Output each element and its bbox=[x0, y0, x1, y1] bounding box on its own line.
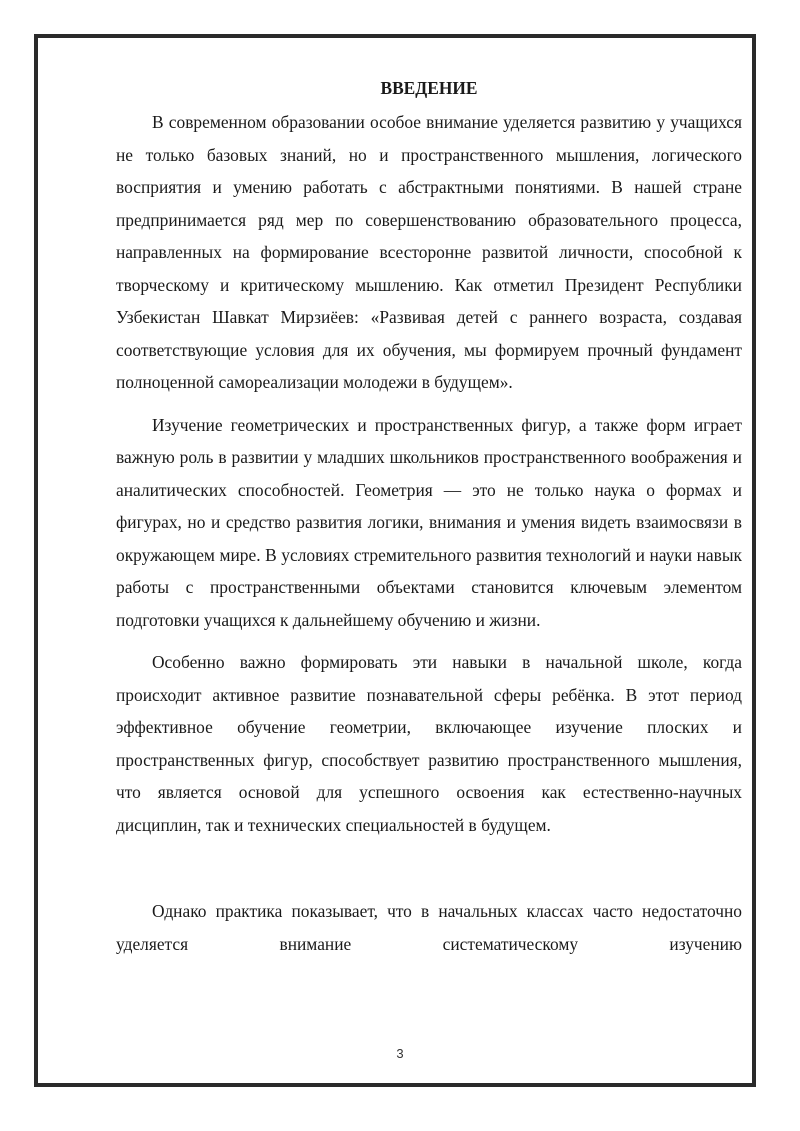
paragraph-1: В современном образовании особое внимание уделяется развитию у учащихся не только базовых знаний, но и пространственного мышления, логического восприятия и умению работать с абстрактными понятиями. В нашей стране предпринимается ряд мер по совершенствованию образовательного процесса, направленных на формирование всесторонне развитой личности, способной к творческому и критическому мышлению. Как отметил Президент Республики Узбекистан Шавкат Мирзиёев: «Развивая детей с раннего возраста, создавая соответствующие условия для их обучения, мы формируем прочный фундамент полноценной самореализации молодежи в будущем». bbox=[116, 112, 742, 392]
paragraph-3: Особенно важно формировать эти навыки в начальной школе, когда происходит активное развитие познавательной сферы ребёнка. В этот период эффективное обучение геометрии, включающее изучение плоских и пространственных фигур, способствует развитию пространственного мышления, что является основой для успешного освоения как естественно-научных дисциплин, так и технических специальностей в будущем. bbox=[116, 652, 742, 835]
paragraph-4: Однако практика показывает, что в начальных классах часто недостаточно уделяется внимание систематическому изучению bbox=[116, 901, 742, 954]
document-body bbox=[116, 74, 742, 960]
page-number: 3 bbox=[396, 1046, 404, 1061]
page-title: ВВЕДЕНИЕ bbox=[380, 78, 478, 98]
paragraph-2: Изучение геометрических и пространственных фигур, а также форм играет важную роль в развитии у младших школьников пространственного воображения и аналитических способностей. Геометрия — это не только наука о формах и фигурах, но и средство развития логики, внимания и умения видеть взаимосвязи в окружающем мире. В условиях стремительного развития технологий и науки навык работы с пространственными объектами становится ключевым элементом подготовки учащихся к дальнейшему обучению и жизни. bbox=[116, 414, 742, 630]
